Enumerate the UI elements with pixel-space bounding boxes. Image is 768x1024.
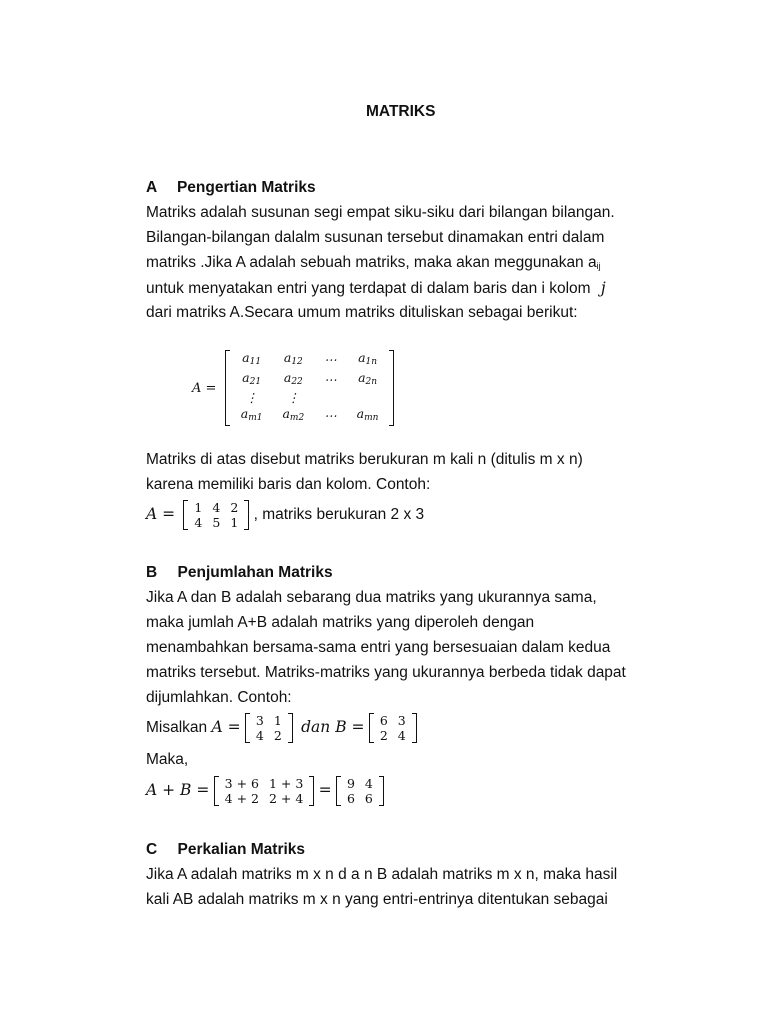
section-b-heading (146, 563, 333, 583)
matrix-cell: 3 (255, 713, 264, 728)
matrix-cell: 1 (273, 713, 282, 728)
matrix-cell: 3 + 6 (224, 776, 259, 791)
matrix-row (231, 390, 389, 406)
matrix-cell: 4 (194, 515, 203, 530)
page-title: MATRIKS (366, 103, 436, 120)
matrix-cell: 3 (397, 713, 406, 728)
matrix-cell: $a_{2n}$ (358, 370, 378, 387)
matrix-row (251, 713, 287, 728)
matrix-cell: 4 + 2 (224, 791, 259, 806)
general-lhs: A = (192, 381, 217, 397)
matrix-cell: 6 (379, 713, 388, 728)
section-a-line-3 (146, 253, 601, 276)
matrix-cell: $a_{11}$ (242, 350, 262, 367)
section-a-line-3-text: matriks .Jika A adalah sebuah matriks, maka akan meggunakan a (146, 254, 597, 271)
section-a-title: Pengertian Matriks (176, 179, 316, 196)
a-lhs: A = (211, 718, 241, 737)
matrix-row (251, 728, 287, 743)
matrix-row (375, 713, 411, 728)
matrix-cell: $a_{m2}$ (282, 406, 305, 423)
matrix-cell: ⋯ (324, 372, 337, 387)
section-a-line-2: Bilangan-bilangan dalalm susunan tersebut dinamakan entri dalam (146, 229, 605, 246)
matrix-b (369, 713, 417, 743)
section-b-line-1: Jika A dan B adalah sebarang dua matriks yang ukurannya sama, (146, 589, 597, 606)
section-c-title: Perkalian Matriks (177, 841, 306, 858)
matrix-row (342, 791, 378, 806)
section-c-line-1: Jika A adalah matriks m x n d a n B adalah matriks m x n, maka hasil (146, 866, 618, 883)
misalkan-equation (146, 713, 417, 743)
section-b-line-5: dijumlahkan. Contoh: (146, 689, 292, 706)
matrix-row (189, 500, 243, 515)
matrix-row (231, 370, 389, 390)
matrix-cell: 4 (397, 728, 406, 743)
matrix-cell: ⋯ (324, 408, 337, 423)
matrix-cell: ⋮ (245, 390, 258, 405)
sum-equation (146, 776, 384, 806)
matrix-row (231, 350, 389, 370)
matrix-row (231, 406, 389, 426)
example-matrix (183, 500, 249, 530)
matrix-cell: 1 (194, 500, 203, 515)
matrix-cell: ⋯ (324, 352, 337, 367)
matrix-cell: $a_{12}$ (283, 350, 303, 367)
general-matrix (225, 350, 395, 426)
matrix-cell: 4 (212, 500, 221, 515)
kolom-symbol: j (600, 279, 606, 297)
section-a-line-5: dari matriks A.Secara umum matriks dituliskan sebagai berikut: (146, 304, 578, 321)
section-a-line-4 (146, 278, 606, 299)
section-b-line-2: maka jumlah A+B adalah matriks yang diperoleh dengan (146, 614, 535, 631)
maka-label: Maka, (146, 751, 189, 768)
matrix-cell: 6 (364, 791, 373, 806)
matrix-cell: 2 + 4 (268, 791, 304, 806)
section-c-line-2: kali AB adalah matriks m x n yang entri-entrinya ditentukan sebagai (146, 891, 608, 908)
section-b-line-4: matriks tersebut. Matriks-matriks yang ukurannya berbeda tidak dapat (146, 664, 626, 681)
matrix-cell: $a_{m1}$ (240, 406, 263, 423)
section-b-line-3: menambahkan bersama-sama entri yang bersesuaian dalam kedua (146, 639, 611, 656)
matrix-cell: 4 (255, 728, 264, 743)
matrix-row (342, 776, 378, 791)
sum-lhs: A + B = (146, 781, 210, 800)
matrix-cell: $a_{21}$ (242, 370, 262, 387)
matrix-row (220, 791, 309, 806)
matrix-cell: $a_{1n}$ (358, 350, 378, 367)
matrix-cell: 2 (230, 500, 239, 515)
matrix-cell: 4 (364, 776, 373, 791)
section-a-after-line-2: karena memiliki baris dan kolom. Contoh: (146, 476, 431, 493)
matrix-cell: 2 (379, 728, 388, 743)
matrix-cell (347, 390, 389, 406)
misalkan-label: Misalkan (146, 719, 208, 737)
matrix-cell: 9 (346, 776, 355, 791)
matrix-cell (314, 390, 347, 406)
section-a-line-1: Matriks adalah susunan segi empat siku-siku dari bilangan bilangan. (146, 204, 615, 221)
example-matrix-equation (146, 500, 424, 530)
section-b-title: Penjumlahan Matriks (177, 564, 333, 581)
matrix-row (220, 776, 309, 791)
section-a-letter: A (146, 179, 157, 196)
matrix-cell: 6 (346, 791, 355, 806)
a-subscript: ij (596, 261, 601, 271)
matrix-cell: 1 (230, 515, 239, 530)
section-c-letter: C (146, 841, 158, 858)
result-matrix (336, 776, 384, 806)
dan-b-label: dan B = (301, 718, 365, 737)
matrix-cell: $a_{mn}$ (356, 406, 379, 423)
example-caption: , matriks berukuran 2 x 3 (253, 506, 425, 524)
matrix-row (189, 515, 243, 530)
general-matrix-equation (192, 350, 394, 426)
section-a-heading (146, 178, 316, 198)
matrix-cell: 2 (273, 728, 282, 743)
section-c-heading (146, 840, 305, 860)
matrix-cell: 5 (212, 515, 221, 530)
matrix-cell: 1 + 3 (268, 776, 304, 791)
sum-matrix (214, 776, 315, 806)
matrix-cell: $a_{22}$ (283, 370, 303, 387)
section-a-after-line-1: Matriks di atas disebut matriks berukuran m kali n (ditulis m x n) (146, 451, 583, 468)
section-a-line-4-text: untuk menyatakan entri yang terdapat di dalam baris dan i kolom (146, 280, 591, 297)
matrix-a (245, 713, 293, 743)
section-b-letter: B (146, 564, 158, 581)
example-lhs: A = (146, 505, 176, 524)
equals-sign: = (318, 781, 332, 800)
matrix-cell: ⋮ (287, 390, 300, 405)
matrix-row (375, 728, 411, 743)
